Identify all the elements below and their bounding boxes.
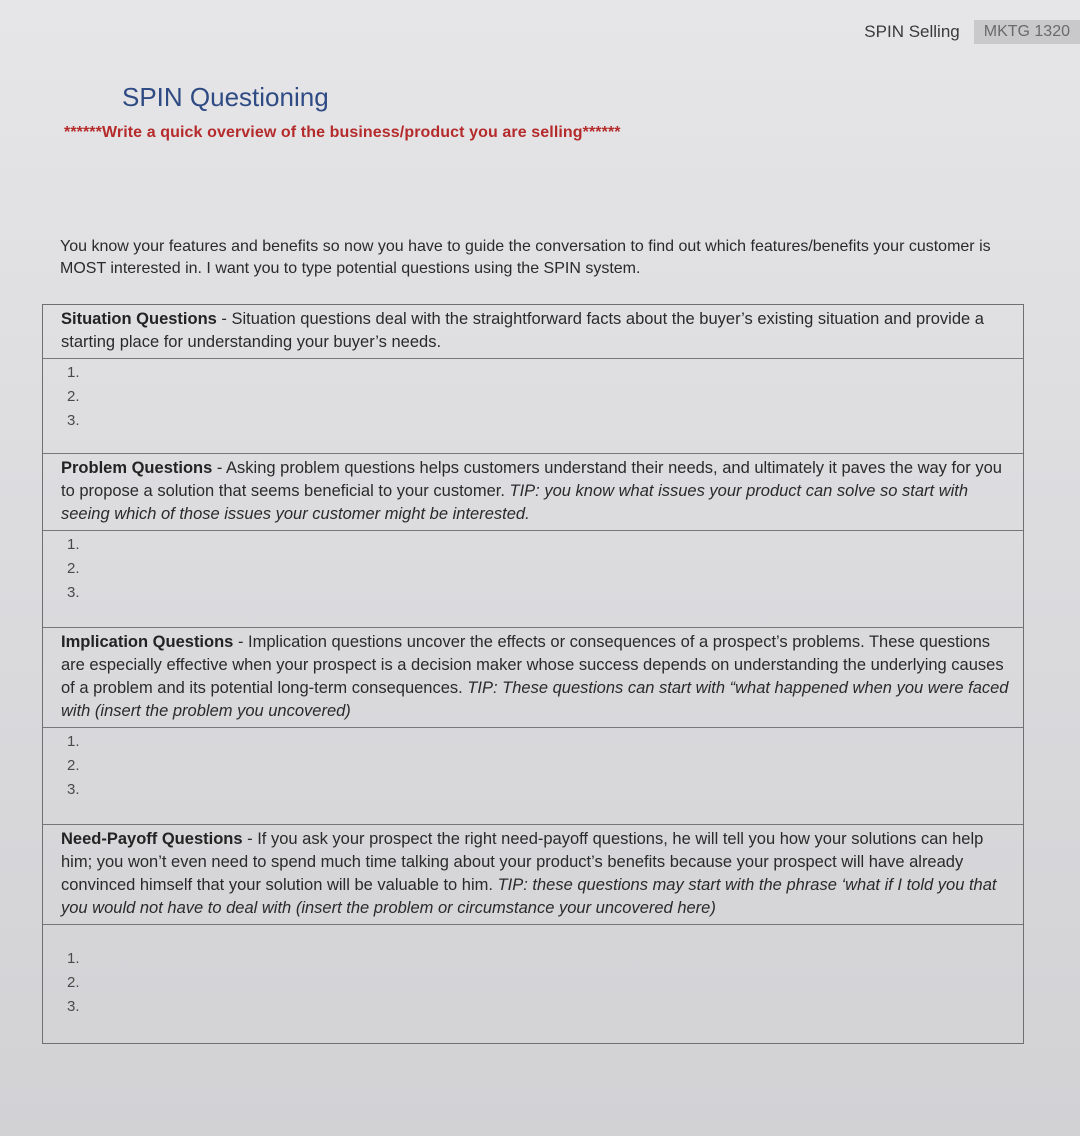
answer-line-3[interactable]: 3. bbox=[67, 998, 80, 1015]
section-text: - Asking problem questions helps customers understand their needs, and ultimately it paves the way for you to propose a solution that seems beneficial to your customer. bbox=[61, 459, 1002, 500]
course-code: MKTG 1320 bbox=[974, 20, 1080, 44]
section-text: - Implication questions uncover the effects or consequences of a prospect’s problems. These questions are especially effective when your prospect is a decision maker whose success depends on understanding the underlying causes of a problem and its potential long-term consequences. bbox=[61, 633, 1004, 697]
course-name: SPIN Selling bbox=[864, 22, 960, 41]
answer-line-2[interactable]: 2. bbox=[67, 757, 80, 774]
answer-line-3[interactable]: 3. bbox=[67, 412, 80, 429]
answer-line-2[interactable]: 2. bbox=[67, 388, 80, 405]
section-heading: Need-Payoff Questions bbox=[61, 830, 243, 848]
section-situation bbox=[43, 305, 1023, 454]
answer-line-1[interactable]: 1. bbox=[67, 733, 80, 750]
section-heading: Situation Questions bbox=[61, 310, 217, 328]
section-description bbox=[43, 628, 1023, 728]
section-description bbox=[43, 305, 1023, 359]
answer-area[interactable] bbox=[43, 925, 1023, 1043]
page-title: SPIN Questioning bbox=[122, 82, 329, 112]
answer-line-1[interactable]: 1. bbox=[67, 950, 80, 967]
section-need-payoff bbox=[43, 825, 1023, 1043]
section-tip: TIP: These questions can start with “what happened when you were faced with (insert the problem you uncovered) bbox=[61, 679, 1009, 720]
answer-line-2[interactable]: 2. bbox=[67, 974, 80, 991]
answer-line-2[interactable]: 2. bbox=[67, 560, 80, 577]
header-tags bbox=[852, 20, 1080, 44]
section-implication bbox=[43, 628, 1023, 825]
section-text: - Situation questions deal with the straightforward facts about the buyer’s existing situation and provide a starting place for understanding your buyer’s needs. bbox=[61, 310, 984, 351]
intro-paragraph: You know your features and benefits so now you have to guide the conversation to find out which features/benefits your customer is MOST interested in. I want you to type potential questions using the SPIN system. bbox=[60, 238, 991, 277]
section-text: - If you ask your prospect the right need-payoff questions, he will tell you how your solutions can help him; you won’t even need to spend much time talking about your product’s benefits because your prospect will have already convinced himself that your solution will be valuable to him. bbox=[61, 830, 984, 894]
section-problem bbox=[43, 454, 1023, 628]
answer-area[interactable] bbox=[43, 531, 1023, 627]
section-heading: Implication Questions bbox=[61, 633, 234, 651]
section-description bbox=[43, 825, 1023, 925]
section-heading: Problem Questions bbox=[61, 459, 213, 477]
section-description bbox=[43, 454, 1023, 531]
instruction-line[interactable]: ******Write a quick overview of the business/product you are selling****** bbox=[64, 124, 621, 141]
answer-line-1[interactable]: 1. bbox=[67, 536, 80, 553]
answer-line-1[interactable]: 1. bbox=[67, 364, 80, 381]
spin-table bbox=[42, 304, 1024, 1044]
section-tip: TIP: you know what issues your product can solve so start with seeing which of those issues your customer might be interested. bbox=[61, 482, 969, 523]
answer-area[interactable] bbox=[43, 728, 1023, 824]
answer-line-3[interactable]: 3. bbox=[67, 584, 80, 601]
answer-line-3[interactable]: 3. bbox=[67, 781, 80, 798]
answer-area[interactable] bbox=[43, 359, 1023, 453]
section-tip: TIP: these questions may start with the phrase ‘what if I told you that you would not have to deal with (insert the problem or circumstance your uncovered here) bbox=[61, 876, 997, 917]
